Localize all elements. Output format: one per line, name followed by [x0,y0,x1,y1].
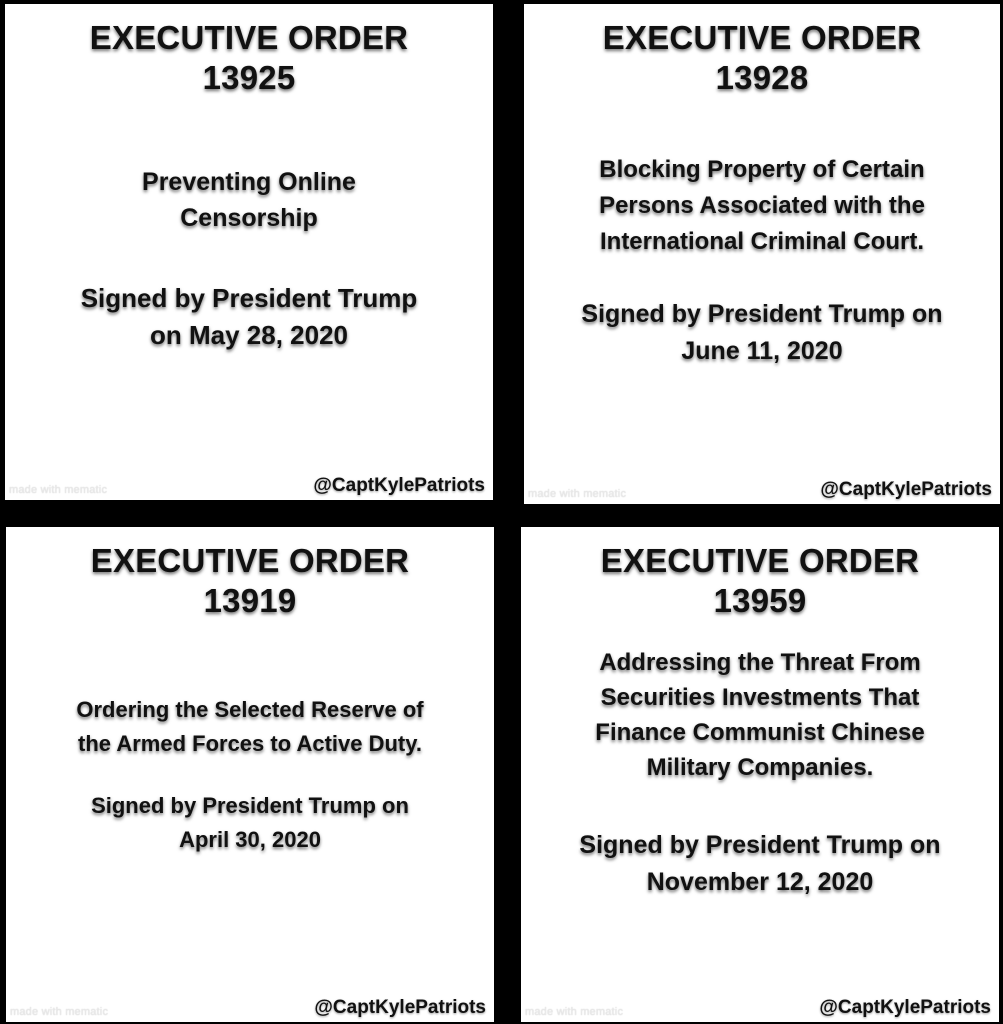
signed-statement [16,789,484,857]
heading-label: EXECUTIVE ORDER [602,19,922,56]
order-title-line: Ordering the Selected Reserve of [76,697,424,722]
order-title-line: Finance Communist Chinese [595,719,925,746]
order-number: 13919 [203,582,297,619]
signed-statement [15,280,483,354]
author-handle: @CaptKylePatriots [314,997,486,1018]
order-title-line: Persons Associated with the [599,192,925,219]
order-title-line: Addressing the Threat From [599,649,921,676]
order-title [16,693,484,761]
order-title-line: Securities Investments That [600,684,920,711]
watermark: made with mematic [9,484,108,496]
order-title-line: Preventing Online [142,168,356,196]
card-heading [5,18,493,98]
heading-label: EXECUTIVE ORDER [89,19,409,56]
order-title [25,164,473,236]
signed-line: June 11, 2020 [681,337,843,365]
watermark: made with mematic [528,488,627,500]
executive-order-card [5,4,493,500]
order-title [544,152,980,260]
signed-line: Signed by President Trump on [581,300,943,328]
order-title-line: International Criminal Court. [599,228,925,255]
executive-order-card [521,527,999,1022]
author-handle: @CaptKylePatriots [313,475,485,496]
card-heading [6,541,494,621]
signed-statement [534,296,990,370]
heading-label: EXECUTIVE ORDER [600,542,920,579]
order-title-line: Blocking Property of Certain [599,156,925,183]
order-title-line: the Armed Forces to Active Duty. [78,731,422,756]
signed-line: November 12, 2020 [646,868,874,896]
order-title-line: Censorship [180,204,318,232]
heading-label: EXECUTIVE ORDER [90,542,410,579]
watermark: made with mematic [10,1006,109,1018]
signed-line: on May 28, 2020 [150,320,348,350]
order-number: 13925 [202,59,296,96]
signed-line: Signed by President Trump [80,283,418,313]
executive-order-card [6,527,494,1022]
order-title [541,645,979,785]
signed-line: Signed by President Trump on [91,793,409,818]
card-heading [521,541,999,621]
order-number: 13959 [713,582,807,619]
executive-order-card [524,4,1000,504]
order-number: 13928 [715,59,809,96]
order-title-line: Military Companies. [646,754,874,781]
signed-line: Signed by President Trump on [579,831,941,859]
watermark: made with mematic [525,1006,624,1018]
card-heading [524,18,1000,98]
author-handle: @CaptKylePatriots [819,997,991,1018]
signed-line: April 30, 2020 [179,827,321,852]
signed-statement [531,827,989,901]
author-handle: @CaptKylePatriots [820,479,992,500]
